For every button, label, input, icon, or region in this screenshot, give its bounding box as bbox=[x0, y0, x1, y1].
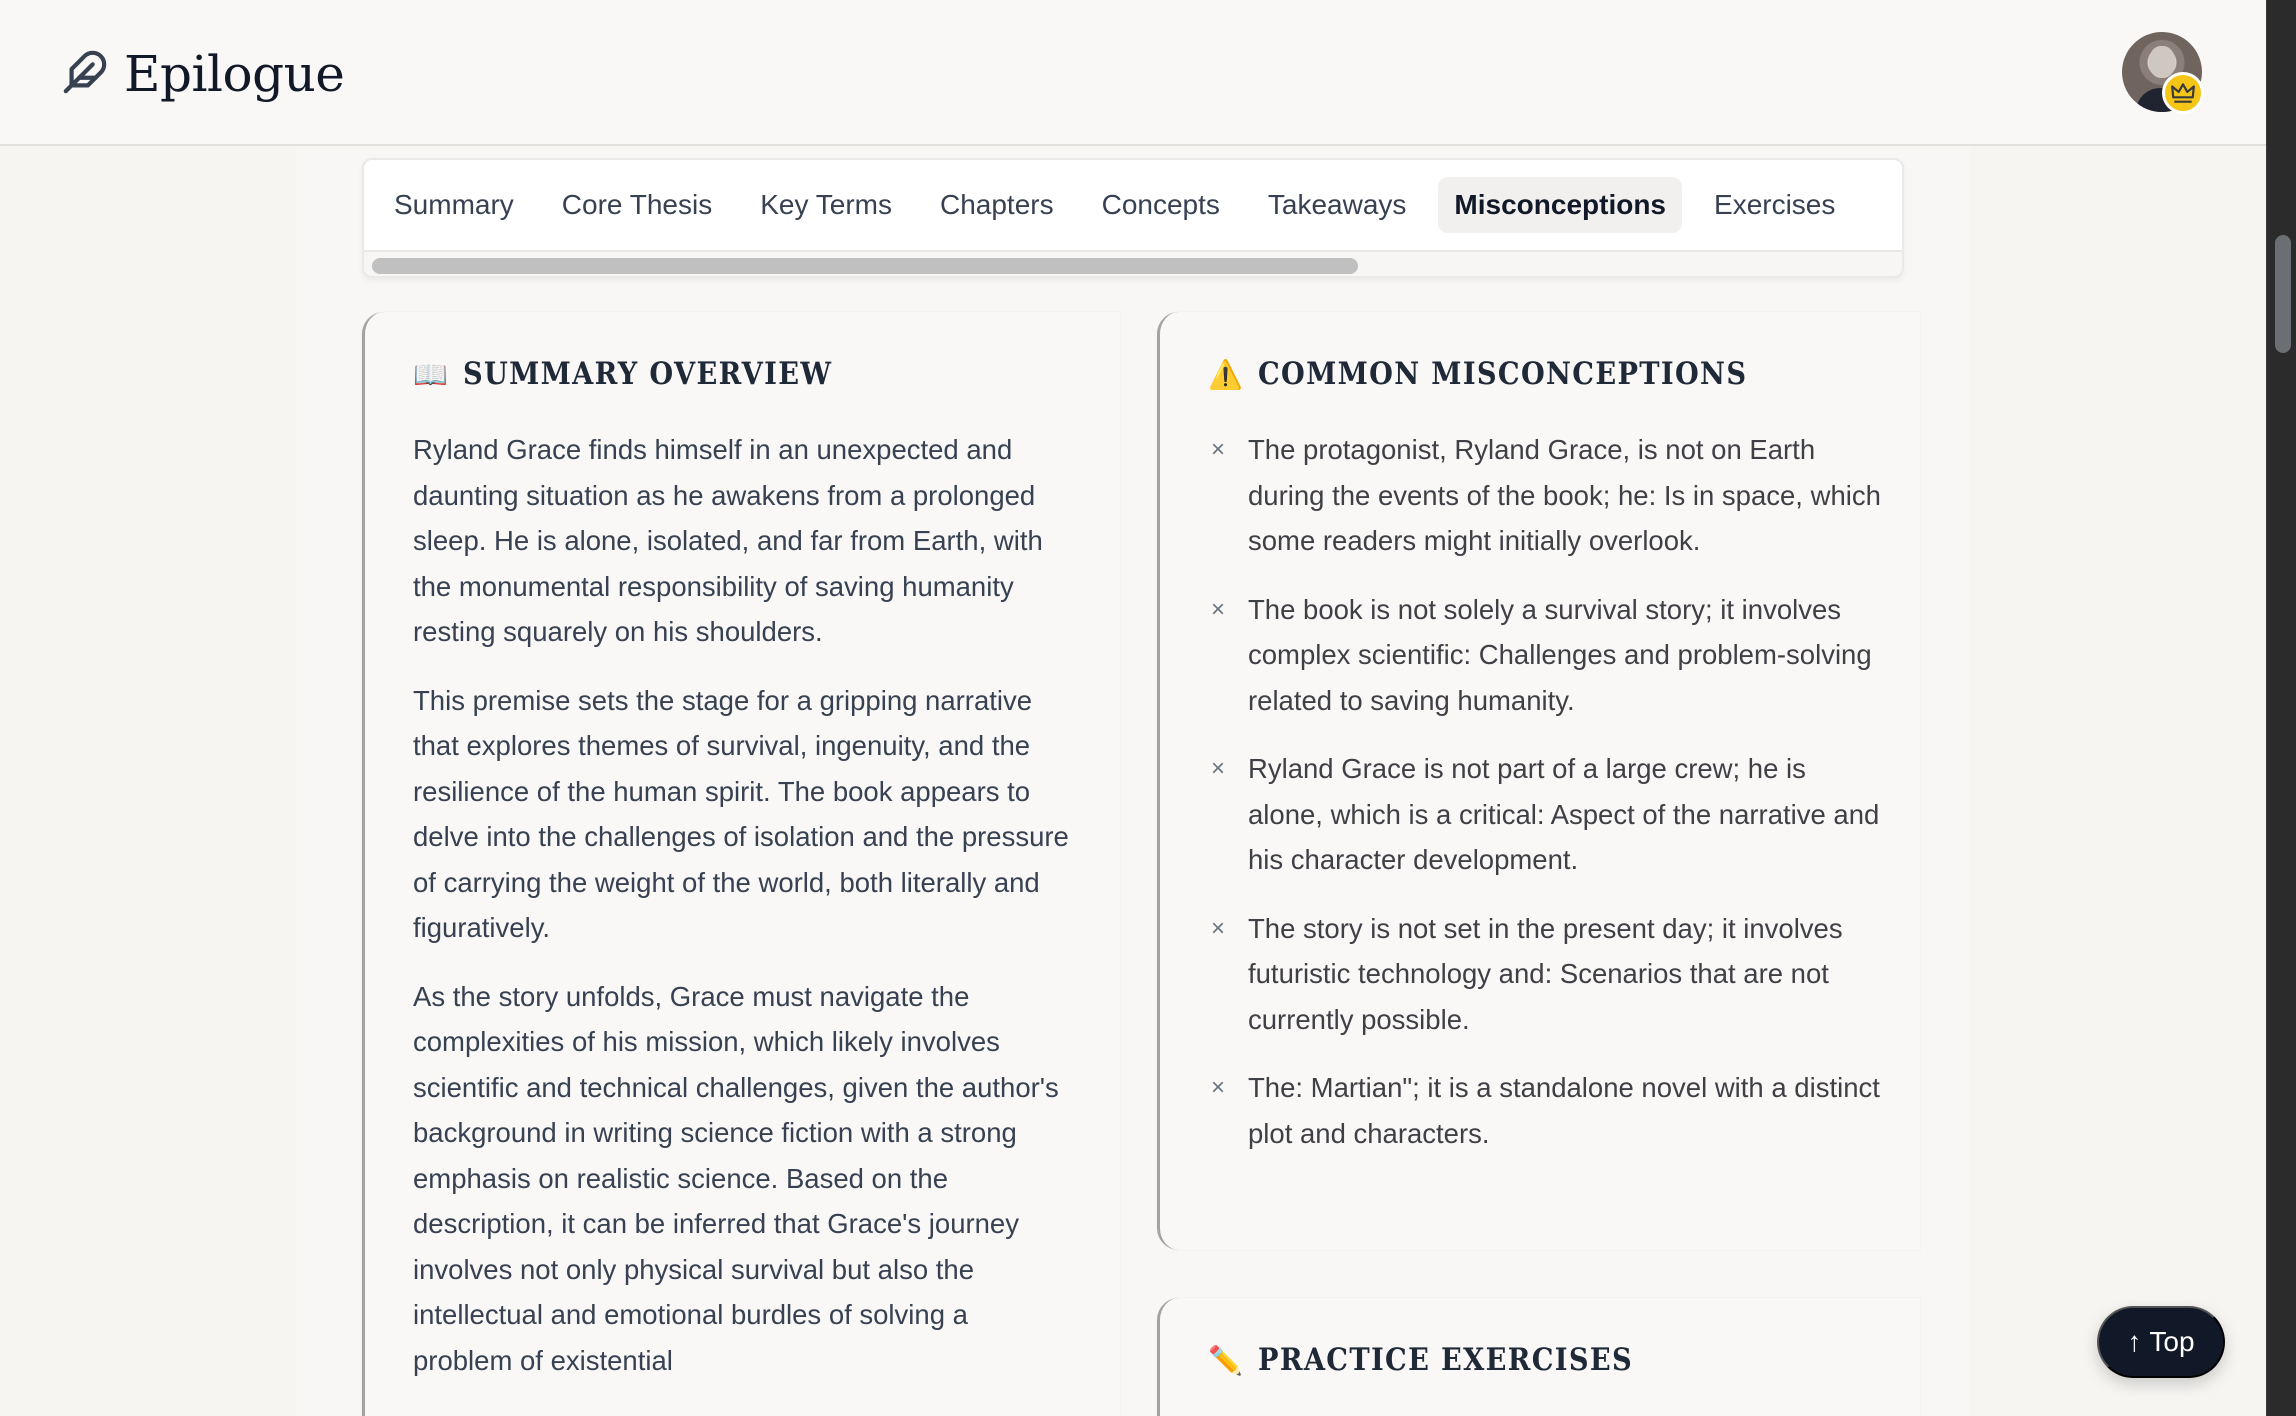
tab-misconceptions[interactable]: Misconceptions bbox=[1438, 177, 1682, 233]
summary-paragraph: This premise sets the stage for a gripping narrative that explores themes of survival, ingenuity, and the resilience of the human spirit. The book appears to delve into the challenges of isolation and the pressure of carrying the weight of the world, both literally and figuratively. bbox=[413, 684, 1069, 943]
page-scrollbar[interactable] bbox=[2266, 0, 2296, 1416]
warning-icon: ⚠️ bbox=[1208, 357, 1243, 391]
tab-concepts[interactable]: Concepts bbox=[1101, 189, 1220, 220]
app-title: Epilogue bbox=[124, 45, 345, 103]
tab-key-terms[interactable]: Key Terms bbox=[760, 189, 892, 220]
tab-core-thesis[interactable]: Core Thesis bbox=[561, 189, 713, 220]
tab-summary[interactable]: Summary bbox=[394, 189, 514, 220]
summary-overview-card bbox=[362, 312, 1120, 1416]
section-tabs bbox=[362, 158, 1904, 278]
misconception-text: The book is not solely a survival story; it involves complex scientific: Challenges and problem-solving related to saving humanity. bbox=[1248, 593, 1872, 716]
arrow-up-icon: ↑ bbox=[2127, 1326, 2142, 1357]
tab-chapters[interactable]: Chapters bbox=[939, 189, 1054, 220]
avatar-face bbox=[2149, 46, 2175, 78]
misconception-text: The story is not set in the present day; it involves futuristic technology and: Scenarios that are not currently possible. bbox=[1248, 912, 1843, 1035]
summary-paragraph: As the story unfolds, Grace must navigate the complexities of his mission, which likely involves scientific and technical challenges, given the author's background in writing science fiction with a strong emphasis on realistic science. Based on the description, it can be inferred that Grace's journey involves not only physical survival but also the intellectual and emotional burdles of solving a problem of existential bbox=[413, 980, 1059, 1376]
misconception-text: The: Martian"; it is a standalone novel with a distinct plot and characters. bbox=[1248, 1072, 1880, 1149]
scroll-to-top-button[interactable] bbox=[2097, 1306, 2225, 1378]
logo[interactable] bbox=[62, 38, 344, 110]
app-header bbox=[0, 0, 2266, 146]
tabs-row bbox=[378, 176, 1851, 234]
x-icon: × bbox=[1210, 436, 1225, 463]
top-button-label: Top bbox=[2149, 1326, 2195, 1357]
tab-takeaways[interactable]: Takeaways bbox=[1267, 189, 1407, 220]
tab-exercises[interactable]: Exercises bbox=[1714, 189, 1836, 220]
summary-paragraph: Ryland Grace finds himself in an unexpected and daunting situation as he awakens from a prolonged sleep. He is alone, isolated, and far from Earth, with the monumental responsibility of saving humanity resting squarely on his shoulders. bbox=[413, 434, 1043, 647]
misconceptions-title: COMMON MISCONCEPTIONS bbox=[1258, 356, 1748, 392]
x-icon: × bbox=[1210, 914, 1225, 942]
pencil-icon: ✏️ bbox=[1208, 1343, 1243, 1377]
summary-body bbox=[413, 427, 1073, 1406]
premium-badge bbox=[2162, 72, 2204, 114]
feather-icon bbox=[62, 49, 108, 100]
list-item bbox=[1208, 906, 1888, 1043]
x-icon: × bbox=[1210, 1074, 1225, 1101]
misconception-text: The protagonist, Ryland Grace, is not on Earth during the events of the book; he: Is in space, which some readers might initially overlook. bbox=[1248, 434, 1881, 556]
book-icon: 📖 bbox=[413, 357, 448, 391]
tabs-scrollbar-thumb[interactable] bbox=[372, 258, 1358, 274]
misconceptions-list bbox=[1208, 427, 1888, 1179]
practice-exercises-card bbox=[1157, 1298, 1920, 1416]
exercises-heading bbox=[1208, 1342, 1684, 1378]
summary-title: SUMMARY OVERVIEW bbox=[463, 356, 833, 392]
list-item bbox=[1208, 587, 1888, 724]
misconceptions-heading bbox=[1208, 356, 1814, 392]
list-item bbox=[1208, 1065, 1888, 1156]
list-item bbox=[1208, 746, 1888, 883]
exercises-title: PRACTICE EXERCISES bbox=[1258, 1342, 1633, 1378]
summary-heading bbox=[413, 356, 883, 392]
misconception-text: Ryland Grace is not part of a large crew; he is alone, which is a critical: Aspect of the narrative and his character development. bbox=[1248, 753, 1880, 875]
page-scrollbar-thumb[interactable] bbox=[2275, 235, 2291, 353]
x-icon: × bbox=[1210, 755, 1225, 782]
misconceptions-card bbox=[1157, 312, 1920, 1250]
list-item bbox=[1208, 427, 1888, 564]
x-icon: × bbox=[1210, 595, 1225, 623]
tabs-scrollbar[interactable] bbox=[364, 250, 1902, 278]
crown-icon bbox=[2170, 81, 2196, 105]
